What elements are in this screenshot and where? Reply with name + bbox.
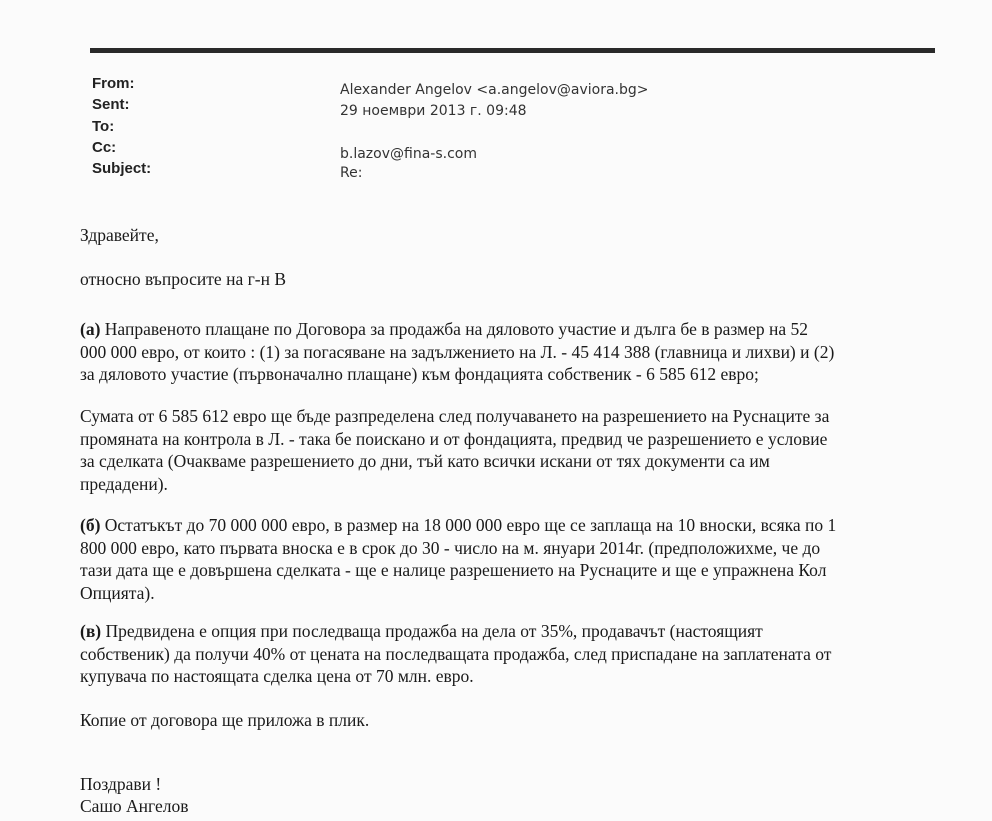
marker-a: (а) (80, 319, 101, 339)
paragraph-b-line-1: (б) Остатъкът до 70 000 000 евро, в размер на 18 000 000 евро ще се заплаща на 10 вноски, всяка по 1 (80, 515, 837, 535)
greeting: Здравейте, (80, 225, 159, 245)
paragraph-b-line-2: 800 000 евро, като първата вноска е в срок до 30 - число на м. януари 2014г. (предположихме, че до (80, 537, 821, 558)
cc-value: b.lazov@fina-s.com (340, 146, 477, 162)
sent-label: Sent: (92, 96, 130, 113)
from-value: Alexander Angelov <a.angelov@aviora.bg> (340, 82, 649, 98)
subject-value: Re: (340, 165, 363, 181)
subject-label: Subject: (92, 160, 152, 177)
paragraph-a-line-1: (а) Направеното плащане по Договора за продажба на дяловото участие и дълга бе в размер на 52 (80, 319, 809, 339)
sent-value: 29 ноември 2013 г. 09:48 (340, 103, 527, 119)
paragraph-a2-line-1: Сумата от 6 585 612 евро ще бъде разпределена след получаването на разрешението на Руснаците за (80, 406, 830, 426)
paragraph-a (80, 318, 930, 386)
intro-line: относно въпросите на г-н В (80, 269, 287, 289)
paragraph-c-line-3: купувача по настоящата сделка цена от 70 млн. евро. (80, 666, 474, 686)
signature: Сашо Ангелов (80, 796, 189, 816)
paragraph-c (80, 620, 930, 688)
marker-b: (б) (80, 515, 101, 535)
paragraph-a2-line-3: за сделката (Очакваме разрешението до дни, тъй като всички искани от тях документи са им (80, 451, 770, 471)
paragraph-b (80, 514, 930, 604)
paragraph-c-line-1: (в) Предвидена е опция при последваща продажба на дела от 35%, продавачът (настоящият (80, 621, 763, 641)
paragraph-a2 (80, 405, 930, 495)
closing-line: Копие от договора ще приложа в плик. (80, 710, 370, 730)
marker-c: (в) (80, 621, 102, 641)
paragraph-c-line-2: собственик) да получи 40% от цената на последващата продажба, след приспадане на заплатената от (80, 643, 832, 664)
paragraph-a-line-2: 000 000 евро, от които : (1) за погасяване на задължението на Л. - 45 414 388 (главница и лихви) и (2) (80, 341, 835, 362)
cc-label: Cc: (92, 139, 117, 156)
header-rule (90, 48, 935, 53)
paragraph-b-line-3: тази дата ще е довършена сделката - ще е налице разрешението на Руснаците и ще е упражнена Кол (80, 560, 827, 580)
regards: Поздрави ! (80, 774, 162, 794)
paragraph-a2-line-4: предадени). (80, 473, 168, 494)
paragraph-a-line-3: за дяловото участие (първоначално плащане) към фондацията собственик - 6 585 612 евро; (80, 364, 759, 384)
from-label: From: (92, 75, 135, 92)
paragraph-a2-line-2: промяната на контрола в Л. - така бе поискано и от фондацията, предвид че разрешението е условие (80, 428, 828, 449)
to-label: To: (92, 118, 115, 135)
paragraph-b-line-4: Опцията). (80, 582, 155, 603)
